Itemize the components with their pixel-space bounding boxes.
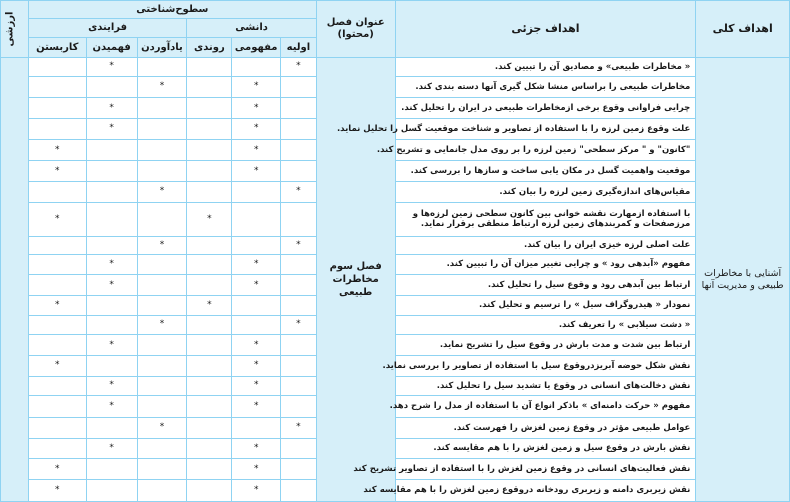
level-mark	[28, 236, 86, 254]
level-mark: *	[137, 182, 187, 203]
level-mark: *	[281, 182, 317, 203]
level-mark	[28, 98, 86, 119]
level-mark	[28, 315, 86, 335]
table-row	[1, 98, 790, 119]
header-sub-level: روندی	[187, 38, 232, 58]
level-mark: *	[28, 480, 86, 502]
level-mark	[137, 459, 187, 480]
level-mark: *	[232, 275, 281, 296]
level-mark: *	[137, 315, 187, 335]
level-mark	[281, 295, 317, 315]
level-mark	[232, 182, 281, 203]
level-mark	[137, 275, 187, 296]
level-mark: *	[232, 254, 281, 275]
level-mark: *	[28, 161, 86, 182]
level-mark	[137, 202, 187, 236]
level-mark	[187, 335, 232, 356]
level-mark: *	[137, 76, 187, 98]
specific-goal-text: "کانون" و " مرکز سطحی" زمین لرزه را بر روی مدل جانمایی و تشریح کند.	[395, 139, 696, 161]
header-sub-level: مفهومی	[232, 38, 281, 58]
level-mark	[232, 295, 281, 315]
level-mark	[281, 355, 317, 376]
level-mark: *	[281, 315, 317, 335]
level-mark: *	[28, 295, 86, 315]
table-row	[1, 295, 790, 315]
header-process: فرایندی	[28, 19, 186, 38]
level-mark	[187, 161, 232, 182]
level-mark	[28, 119, 86, 140]
table-row	[1, 58, 790, 77]
level-mark	[187, 480, 232, 502]
level-mark	[86, 236, 137, 254]
table-row	[1, 139, 790, 161]
level-mark: *	[187, 202, 232, 236]
specific-goal-text: مخاطرات طبیعی را براساس منشا شکل گیری آنها دسته بندی کند.	[395, 76, 696, 98]
level-mark	[28, 58, 86, 77]
level-mark	[187, 182, 232, 203]
table-row	[1, 335, 790, 356]
level-mark	[86, 315, 137, 335]
specific-goal-text: ارتباط بین آبدهی رود و وقوع سیل را تحلیل کند.	[395, 275, 696, 296]
specific-goal-text: نمودار « هیدروگراف سیل » را ترسیم و تحلیل کند.	[395, 295, 696, 315]
level-mark: *	[232, 438, 281, 459]
level-mark	[86, 480, 137, 502]
level-mark: *	[281, 58, 317, 77]
level-mark	[232, 315, 281, 335]
specific-goal-text: چرایی فراوانی وقوع برخی ازمخاطرات طبیعی در ایران را تحلیل کند.	[395, 98, 696, 119]
level-mark	[86, 182, 137, 203]
level-mark	[281, 376, 317, 396]
header-sub-level: یادآوردن	[137, 38, 187, 58]
level-mark	[187, 119, 232, 140]
level-mark	[86, 76, 137, 98]
level-mark	[281, 438, 317, 459]
level-mark	[187, 275, 232, 296]
level-mark	[137, 161, 187, 182]
table-row	[1, 119, 790, 140]
level-mark: *	[187, 295, 232, 315]
level-mark: *	[232, 139, 281, 161]
chapter-title-cell: فصل سوم مخاطرات طبیعی	[316, 58, 395, 502]
level-mark	[86, 295, 137, 315]
level-mark	[28, 76, 86, 98]
level-mark	[187, 58, 232, 77]
level-mark	[137, 376, 187, 396]
table-row	[1, 459, 790, 480]
level-mark: *	[232, 480, 281, 502]
specific-goal-text: علت وقوع زمین لرزه را با استفاده از تصاویر و شناخت موقعیت گسل را تحلیل نماید.	[395, 119, 696, 140]
table-row	[1, 315, 790, 335]
level-mark: *	[86, 438, 137, 459]
objectives-body	[1, 58, 790, 502]
table-row	[1, 376, 790, 396]
level-mark: *	[232, 76, 281, 98]
specific-goal-text: « مخاطرات طبیعی» و مصادیق آن را تبیین کند.	[395, 58, 696, 77]
level-mark: *	[232, 376, 281, 396]
specific-goal-text: با استفاده ازمهارت نقشه خوانی بین کانون سطحی زمین لرزه‌ها و مرزصفحات و کمربندهای زمین لرزه ارتباط منطقی برقرار نماید.	[395, 202, 696, 236]
level-mark	[28, 417, 86, 438]
level-mark: *	[86, 335, 137, 356]
level-mark	[281, 76, 317, 98]
table-row	[1, 202, 790, 236]
level-mark: *	[232, 98, 281, 119]
table-row	[1, 355, 790, 376]
level-mark	[28, 376, 86, 396]
level-mark	[187, 376, 232, 396]
specific-goal-text: نقش بارش در وقوع سیل و زمین لغزش را با هم مقایسه کند.	[395, 438, 696, 459]
table-row	[1, 396, 790, 418]
level-mark	[232, 202, 281, 236]
specific-goal-text: عوامل طبیعی مؤثر در وقوع زمین لغزش را فهرست کند.	[395, 417, 696, 438]
level-mark	[232, 236, 281, 254]
level-mark: *	[232, 335, 281, 356]
level-mark: *	[232, 161, 281, 182]
header-sub-level: اولیه	[281, 38, 317, 58]
value-column-cell	[1, 58, 29, 502]
specific-goal-text: نقش دخالت‌های انسانی در وقوع یا تشدید سیل را تحلیل کند.	[395, 376, 696, 396]
level-mark	[187, 139, 232, 161]
level-mark	[187, 438, 232, 459]
table-row	[1, 236, 790, 254]
level-mark	[187, 396, 232, 418]
level-mark	[28, 275, 86, 296]
level-mark: *	[281, 236, 317, 254]
level-mark: *	[232, 396, 281, 418]
level-mark	[86, 161, 137, 182]
specific-goal-text: موقعیت واهمیت گسل در مکان یابی ساخت و سازها را بررسی کند.	[395, 161, 696, 182]
specific-goal-text: نقش شکل حوضه آبریزدروقوع سیل با استفاده از تصاویر را بررسی نماید.	[395, 355, 696, 376]
level-mark: *	[86, 98, 137, 119]
level-mark: *	[137, 417, 187, 438]
table-row	[1, 480, 790, 502]
level-mark	[28, 254, 86, 275]
level-mark	[232, 58, 281, 77]
table-row	[1, 438, 790, 459]
level-mark	[187, 98, 232, 119]
level-mark	[137, 119, 187, 140]
header-cognitive-levels: سطوح‌شناختی	[28, 1, 316, 19]
level-mark	[86, 355, 137, 376]
header-value	[1, 1, 29, 58]
level-mark: *	[28, 355, 86, 376]
level-mark	[187, 417, 232, 438]
level-mark	[187, 315, 232, 335]
level-mark	[232, 417, 281, 438]
level-mark	[137, 139, 187, 161]
level-mark	[137, 355, 187, 376]
level-mark: *	[86, 376, 137, 396]
level-mark	[281, 396, 317, 418]
level-mark	[281, 480, 317, 502]
level-mark: *	[232, 459, 281, 480]
level-mark: *	[86, 119, 137, 140]
table-row	[1, 161, 790, 182]
general-goal-cell: آشنایی با مخاطرات طبیعی و مدیریت آنها	[696, 58, 790, 502]
specific-goal-text: ارتباط بین شدت و مدت بارش در وقوع سیل را تشریح نماید.	[395, 335, 696, 356]
specific-goal-text: مفهوم «آبدهی رود » و چرایی تغییر میزان آن را تبیین کند.	[395, 254, 696, 275]
level-mark	[281, 254, 317, 275]
level-mark	[86, 139, 137, 161]
specific-goal-text: نقش فعالیت‌های انسانی در وقوع زمین لغزش را با استفاده از تصاویر تشریح کند	[395, 459, 696, 480]
level-mark	[86, 417, 137, 438]
header-specific-goals: اهداف جزئی	[395, 1, 696, 58]
level-mark: *	[86, 275, 137, 296]
level-mark	[137, 98, 187, 119]
level-mark	[281, 98, 317, 119]
level-mark	[187, 236, 232, 254]
level-mark	[281, 139, 317, 161]
level-mark	[187, 76, 232, 98]
level-mark: *	[281, 417, 317, 438]
specific-goal-text: علت اصلی لرزه خیزی ایران را بیان کند.	[395, 236, 696, 254]
level-mark	[281, 335, 317, 356]
level-mark	[187, 355, 232, 376]
header-knowledge: دانشی	[187, 19, 317, 38]
table-row	[1, 182, 790, 203]
level-mark	[187, 459, 232, 480]
level-mark	[137, 396, 187, 418]
level-mark: *	[28, 139, 86, 161]
specific-goal-text: نقش زیربری دامنه و زیربری رودخانه دروقوع زمین لغزش را با هم مقایسه کند	[395, 480, 696, 502]
header-chapter-title: عنوان فصل (محتوا)	[316, 1, 395, 58]
level-mark	[137, 295, 187, 315]
level-mark	[28, 438, 86, 459]
table-row	[1, 76, 790, 98]
level-mark	[86, 202, 137, 236]
level-mark	[28, 182, 86, 203]
specific-goal-text: مقیاس‌های اندازه‌گیری زمین لرزه را بیان کند.	[395, 182, 696, 203]
level-mark: *	[86, 58, 137, 77]
level-mark	[137, 480, 187, 502]
level-mark	[281, 119, 317, 140]
level-mark	[137, 438, 187, 459]
level-mark	[281, 161, 317, 182]
level-mark: *	[28, 202, 86, 236]
level-mark	[281, 275, 317, 296]
specific-goal-text: « دشت سیلابی » را تعریف کند.	[395, 315, 696, 335]
level-mark: *	[137, 236, 187, 254]
level-mark: *	[232, 355, 281, 376]
level-mark	[187, 254, 232, 275]
table-row	[1, 275, 790, 296]
level-mark: *	[232, 119, 281, 140]
header-sub-level: فهمیدن	[86, 38, 137, 58]
header-general-goals: اهداف کلی	[696, 1, 790, 58]
level-mark: *	[28, 459, 86, 480]
level-mark	[28, 396, 86, 418]
level-mark: *	[86, 396, 137, 418]
header-sub-level: کاربستن	[28, 38, 86, 58]
level-mark	[137, 335, 187, 356]
level-mark	[28, 335, 86, 356]
level-mark	[281, 202, 317, 236]
level-mark	[137, 254, 187, 275]
table-row	[1, 417, 790, 438]
level-mark	[281, 459, 317, 480]
specific-goal-text: مفهوم « حرکت دامنه‌ای » باذکر انواع آن با استفاده از مدل را شرح دهد.	[395, 396, 696, 418]
table-row	[1, 254, 790, 275]
level-mark	[137, 58, 187, 77]
level-mark	[86, 459, 137, 480]
header-value-label: ارزشی	[4, 11, 16, 47]
level-mark: *	[86, 254, 137, 275]
